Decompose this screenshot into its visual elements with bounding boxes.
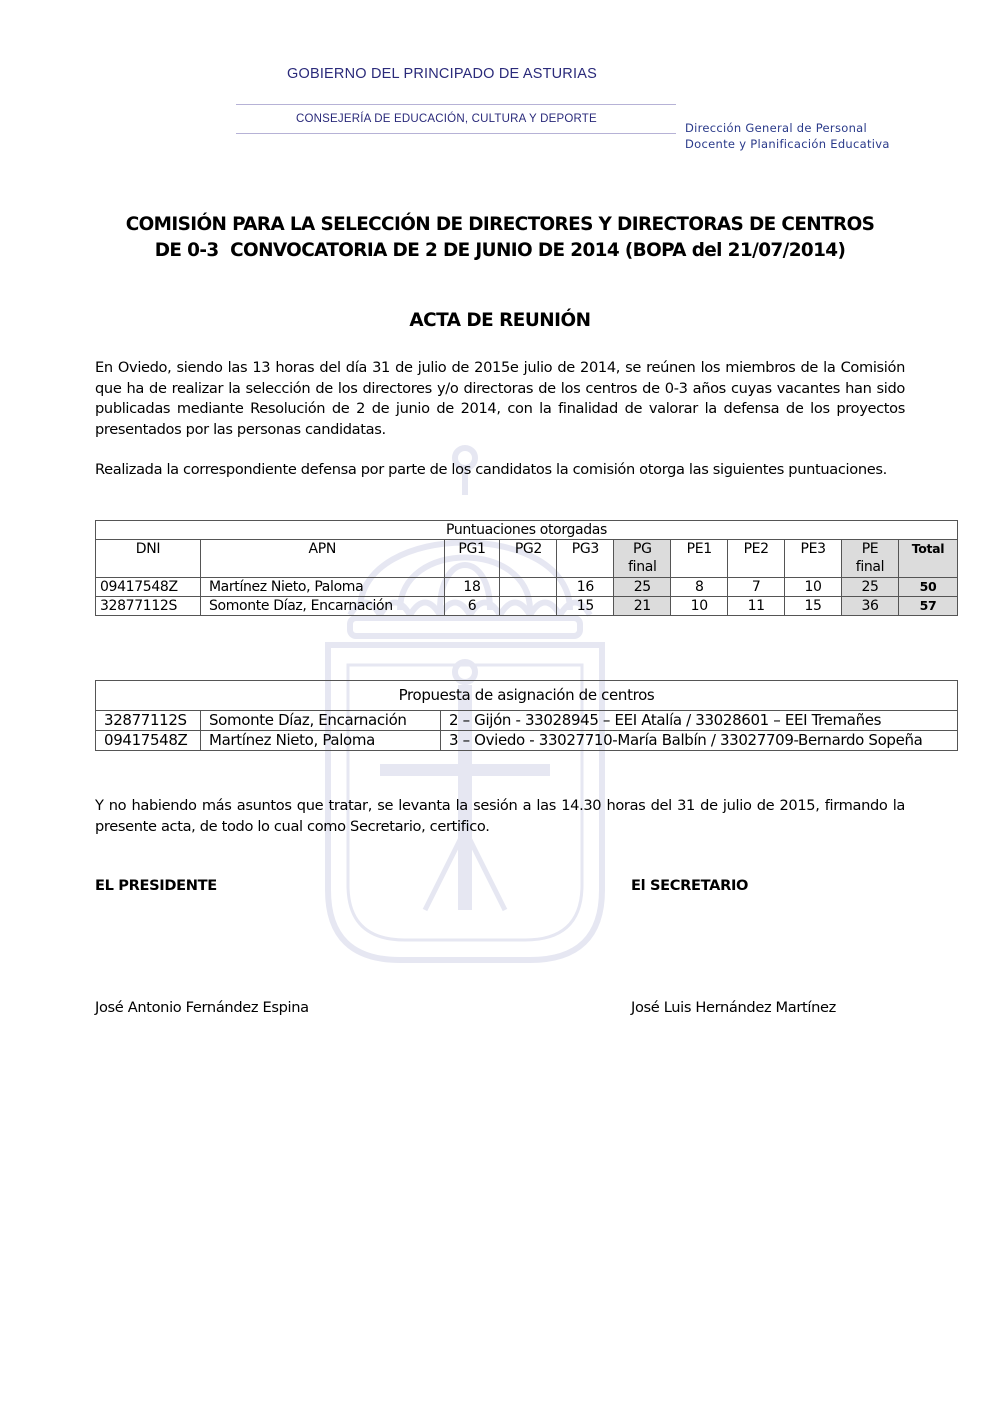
document-title-line1: COMISIÓN PARA LA SELECCIÓN DE DIRECTORES Y DIRECTORAS DE CENTROS <box>125 214 875 235</box>
cell-apn: Somonte Díaz, Encarnación <box>200 597 444 616</box>
cell-pg-final: 21 <box>614 597 671 616</box>
president-name: José Antonio Fernández Espina <box>95 999 309 1016</box>
header-directorate <box>685 121 890 152</box>
secretary-label: El SECRETARIO <box>631 877 749 894</box>
header-total: Total <box>898 540 957 578</box>
cell-pg3: 16 <box>557 578 614 597</box>
scores-table <box>95 520 958 616</box>
scores-table-row <box>96 578 958 597</box>
header-pe1: PE1 <box>671 540 728 578</box>
intro-paragraph: En Oviedo, siendo las 13 horas del día 31 de julio de 2015e julio de 2014, se reúnen los miembros de la Comisión que ha de realizar la selección de los directores y/o directoras de los centros de 0-3 años cuyas vacantes han sido publicadas mediante Resolución de 2 de junio de 2014, con la finalidad de valorar la defensa de los proyectos presentados por las personas candidatas. <box>95 359 905 439</box>
header-directorate-line2: Docente y Planificación Educativa <box>685 136 890 151</box>
header-divider-bottom <box>236 133 676 134</box>
scores-intro-paragraph: Realizada la correspondiente defensa por parte de los candidatos la comisión otorga las siguientes puntuaciones. <box>95 461 887 478</box>
assignment-table-caption-row <box>96 681 958 711</box>
cell-pe1: 8 <box>671 578 728 597</box>
secretary-name: José Luis Hernández Martínez <box>631 999 836 1016</box>
cell-apn: Somonte Díaz, Encarnación <box>201 711 441 731</box>
cell-apn: Martínez Nieto, Paloma <box>200 578 444 597</box>
header-government: GOBIERNO DEL PRINCIPADO DE ASTURIAS <box>287 66 597 82</box>
header-pe-final: PE final <box>842 540 899 578</box>
header-pe2: PE2 <box>728 540 785 578</box>
closing-paragraph: Y no habiendo más asuntos que tratar, se levanta la sesión a las 14.30 horas del 31 de julio de 2015, firmando la presente acta, de todo lo cual como Secretario, certifico. <box>95 797 905 835</box>
header-pg1: PG1 <box>444 540 500 578</box>
document-subtitle: ACTA DE REUNIÓN <box>409 310 591 331</box>
cell-dni: 32877112S <box>96 597 201 616</box>
cell-pg3: 15 <box>557 597 614 616</box>
header-divider-top <box>236 104 676 105</box>
header-directorate-line1: Dirección General de Personal <box>685 121 868 135</box>
cell-dni: 32877112S <box>96 711 201 731</box>
cell-pg1: 6 <box>444 597 500 616</box>
cell-pe3: 15 <box>785 597 842 616</box>
cell-pg1: 18 <box>444 578 500 597</box>
assignment-table-row <box>96 711 958 731</box>
cell-dni: 09417548Z <box>96 578 201 597</box>
cell-dni: 09417548Z <box>96 731 201 751</box>
cell-total: 57 <box>898 597 957 616</box>
assignment-table <box>95 680 958 751</box>
scores-table-row <box>96 597 958 616</box>
cell-total: 50 <box>898 578 957 597</box>
scores-table-caption-row <box>96 521 958 540</box>
cell-apn: Martínez Nieto, Paloma <box>201 731 441 751</box>
header-ministry: CONSEJERÍA DE EDUCACIÓN, CULTURA Y DEPORTE <box>296 113 597 125</box>
assignment-table-caption: Propuesta de asignación de centros <box>96 681 958 711</box>
cell-centres: 2 – Gijón - 33028945 – EEI Atalía / 33028601 – EEI Tremañes <box>441 711 958 731</box>
cell-pg-final: 25 <box>614 578 671 597</box>
cell-pg2 <box>500 578 557 597</box>
cell-pe3: 10 <box>785 578 842 597</box>
assignment-table-row <box>96 731 958 751</box>
cell-pe-final: 25 <box>842 578 899 597</box>
scores-table-header-row <box>96 540 958 578</box>
header-pg3: PG3 <box>557 540 614 578</box>
cell-pg2 <box>500 597 557 616</box>
header-dni: DNI <box>96 540 201 578</box>
president-label: EL PRESIDENTE <box>95 877 217 894</box>
cell-centres: 3 – Oviedo - 33027710-María Balbín / 33027709-Bernardo Sopeña <box>441 731 958 751</box>
cell-pe2: 11 <box>728 597 785 616</box>
header-pe3: PE3 <box>785 540 842 578</box>
cell-pe1: 10 <box>671 597 728 616</box>
header-pg2: PG2 <box>500 540 557 578</box>
header-apn: APN <box>200 540 444 578</box>
header-pg-final: PG final <box>614 540 671 578</box>
scores-table-caption: Puntuaciones otorgadas <box>96 521 958 540</box>
cell-pe-final: 36 <box>842 597 899 616</box>
document-title-line2: DE 0-3 CONVOCATORIA DE 2 DE JUNIO DE 2014 (BOPA del 21/07/2014) <box>154 240 846 261</box>
document-title <box>95 212 905 264</box>
cell-pe2: 7 <box>728 578 785 597</box>
